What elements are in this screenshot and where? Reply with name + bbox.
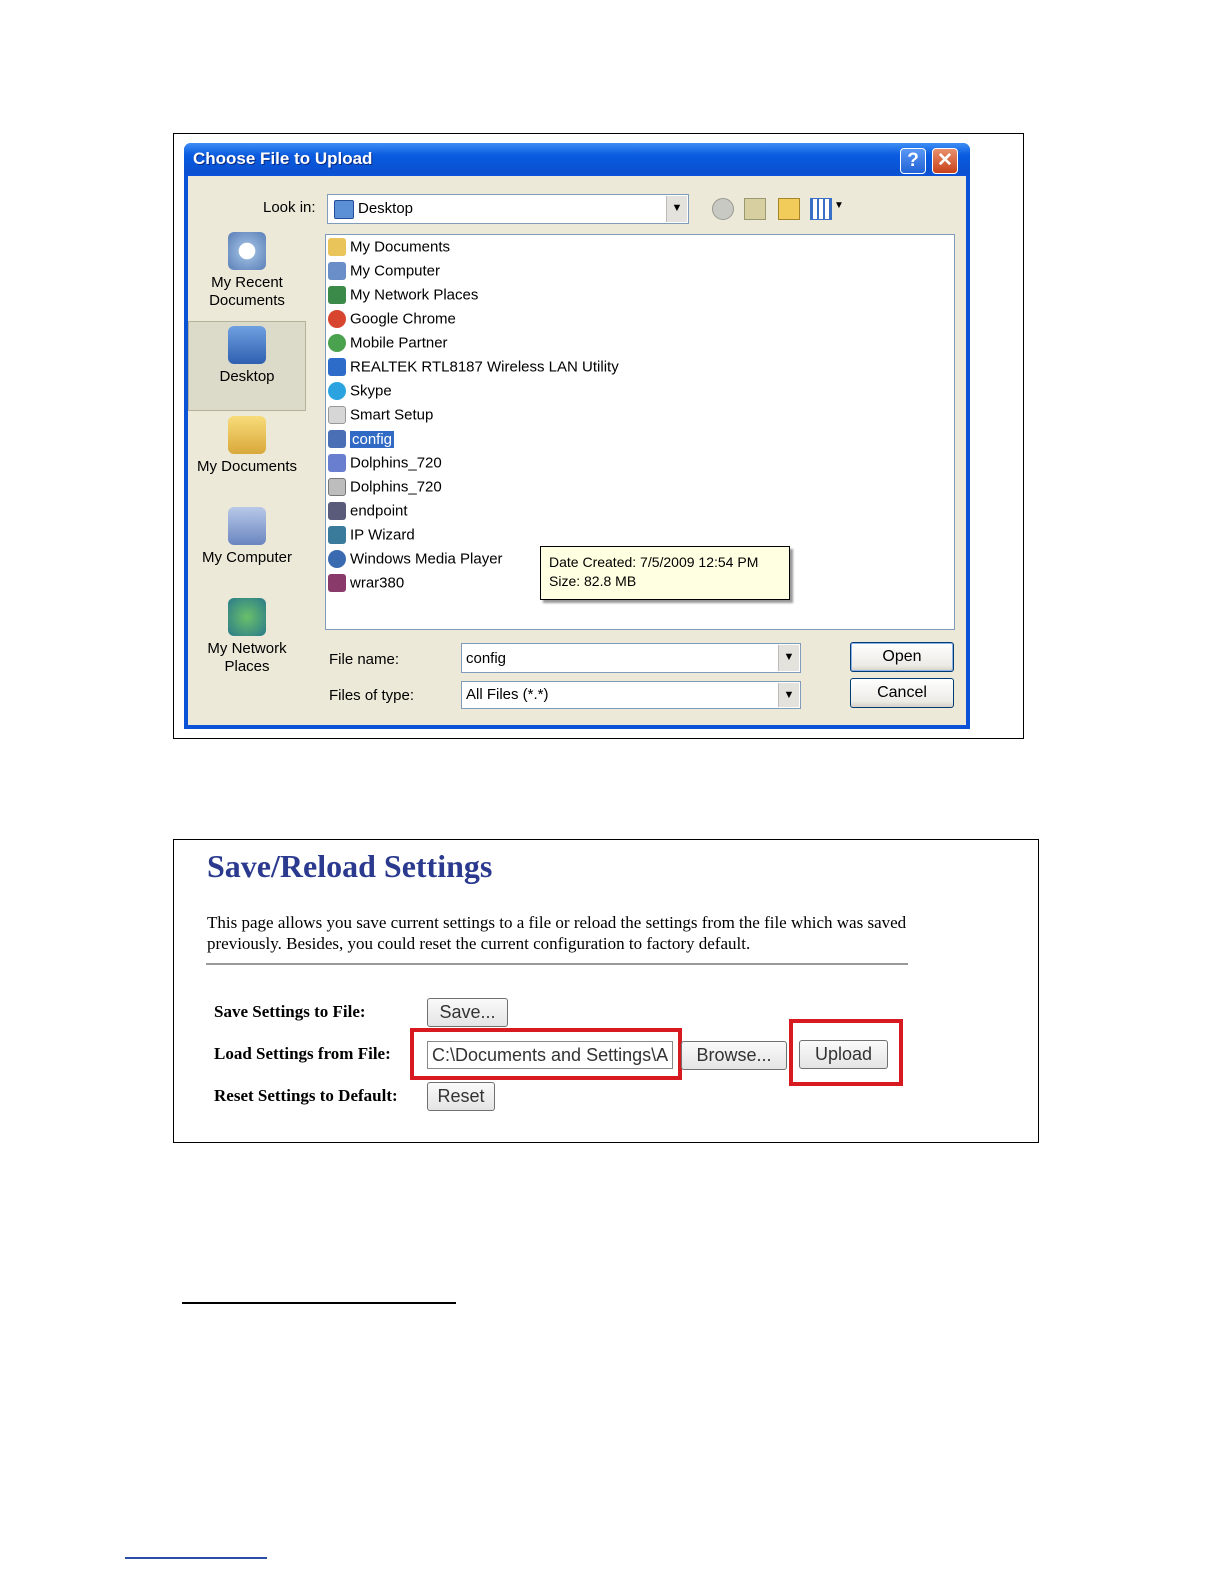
- chrome-icon: [328, 310, 346, 328]
- place-recent-documents[interactable]: [188, 232, 306, 310]
- view-dropdown-arrow-icon[interactable]: ▼: [834, 200, 844, 211]
- open-button[interactable]: Open: [850, 642, 954, 672]
- footer-link-rule: [125, 1557, 267, 1559]
- list-item[interactable]: wrar380: [328, 574, 404, 596]
- router-settings-figure: [173, 839, 1039, 1143]
- cancel-button[interactable]: Cancel: [850, 678, 954, 708]
- file-list[interactable]: [325, 234, 955, 630]
- recent-documents-icon: [228, 232, 266, 270]
- list-item[interactable]: Windows Media Player: [328, 550, 503, 572]
- browse-button[interactable]: Browse...: [681, 1041, 787, 1070]
- view-menu-icon[interactable]: [810, 198, 832, 220]
- up-one-level-icon[interactable]: [744, 198, 766, 220]
- list-item[interactable]: Google Chrome: [328, 310, 456, 332]
- place-label: My Computer: [201, 549, 293, 566]
- file-name-label: File name:: [329, 651, 400, 668]
- tooltip-date: Date Created: 7/5/2009 12:54 PM: [549, 554, 759, 570]
- config-file-icon: [328, 430, 346, 448]
- files-of-type-label: Files of type:: [329, 687, 415, 704]
- file-name-value: config: [466, 650, 507, 667]
- skype-icon: [328, 382, 346, 400]
- place-network-places[interactable]: [188, 598, 306, 676]
- tooltip-size: Size: 82.8 MB: [549, 573, 637, 589]
- place-my-documents[interactable]: [188, 416, 306, 476]
- file-tooltip: [540, 546, 790, 600]
- list-item[interactable]: REALTEK RTL8187 Wireless LAN Utility: [328, 358, 619, 380]
- place-desktop[interactable]: [188, 321, 306, 411]
- list-item[interactable]: Smart Setup: [328, 406, 433, 428]
- list-item[interactable]: Skype: [328, 382, 392, 404]
- list-item[interactable]: IP Wizard: [328, 526, 415, 548]
- place-label: Desktop: [219, 368, 275, 385]
- dialog-figure: [173, 133, 1024, 739]
- save-settings-label: Save Settings to File:: [214, 1002, 366, 1021]
- mobile-partner-icon: [328, 334, 346, 352]
- back-icon[interactable]: [712, 198, 734, 220]
- new-folder-icon[interactable]: [778, 198, 800, 220]
- title-bar: [184, 143, 970, 173]
- divider: [206, 963, 908, 965]
- my-computer-icon: [228, 507, 266, 545]
- list-item[interactable]: Dolphins_720: [328, 454, 442, 476]
- place-label: My Documents: [196, 458, 298, 475]
- place-label: My Network Places: [207, 640, 287, 675]
- help-button[interactable]: ?: [900, 148, 926, 174]
- files-of-type-dropdown[interactable]: [461, 681, 801, 709]
- choose-file-dialog: [184, 143, 970, 729]
- list-item[interactable]: endpoint: [328, 502, 408, 524]
- folder-icon: [328, 238, 346, 256]
- look-in-value: Desktop: [358, 200, 414, 217]
- file-icon: [328, 478, 346, 496]
- file-path-input[interactable]: C:\Documents and Settings\A: [427, 1041, 673, 1069]
- chevron-down-icon[interactable]: ▼: [778, 683, 799, 707]
- page-description: This page allows you save current settings to a file or reload the settings from the file which was saved previously. Besides, you could reset the current configuration to factory default.: [207, 913, 907, 953]
- list-item[interactable]: My Computer: [328, 262, 440, 284]
- look-in-dropdown[interactable]: [327, 194, 689, 224]
- upload-button[interactable]: Upload: [799, 1040, 888, 1069]
- list-item[interactable]: My Network Places: [328, 286, 478, 308]
- computer-icon: [328, 262, 346, 280]
- list-item[interactable]: My Documents: [328, 238, 450, 260]
- files-of-type-value: All Files (*.*): [466, 686, 549, 703]
- ip-wizard-icon: [328, 526, 346, 544]
- load-settings-label: Load Settings from File:: [214, 1044, 391, 1063]
- reset-button[interactable]: Reset: [427, 1082, 495, 1111]
- winrar-icon: [328, 574, 346, 592]
- network-places-icon: [228, 598, 266, 636]
- footnote-rule: [182, 1302, 456, 1304]
- chevron-down-icon[interactable]: ▼: [666, 196, 687, 222]
- setup-icon: [328, 406, 346, 424]
- chevron-down-icon[interactable]: ▼: [778, 645, 799, 671]
- list-item-selected[interactable]: config: [328, 430, 394, 452]
- endpoint-icon: [328, 502, 346, 520]
- desktop-icon: [334, 200, 354, 219]
- place-label: My Recent Documents: [209, 274, 285, 309]
- video-file-icon: [328, 454, 346, 472]
- wireless-utility-icon: [328, 358, 346, 376]
- dialog-body: [188, 176, 966, 725]
- save-button[interactable]: Save...: [427, 998, 508, 1027]
- network-icon: [328, 286, 346, 304]
- list-item[interactable]: Dolphins_720: [328, 478, 442, 500]
- dialog-title: Choose File to Upload: [193, 149, 373, 168]
- media-player-icon: [328, 550, 346, 568]
- place-my-computer[interactable]: [188, 507, 306, 567]
- desktop-icon: [228, 326, 266, 364]
- page-title: Save/Reload Settings: [207, 848, 493, 884]
- reset-settings-label: Reset Settings to Default:: [214, 1086, 398, 1105]
- my-documents-icon: [228, 416, 266, 454]
- close-button[interactable]: ✕: [932, 148, 958, 174]
- look-in-label: Look in:: [263, 199, 316, 216]
- file-name-field[interactable]: [461, 643, 801, 673]
- list-item[interactable]: Mobile Partner: [328, 334, 448, 356]
